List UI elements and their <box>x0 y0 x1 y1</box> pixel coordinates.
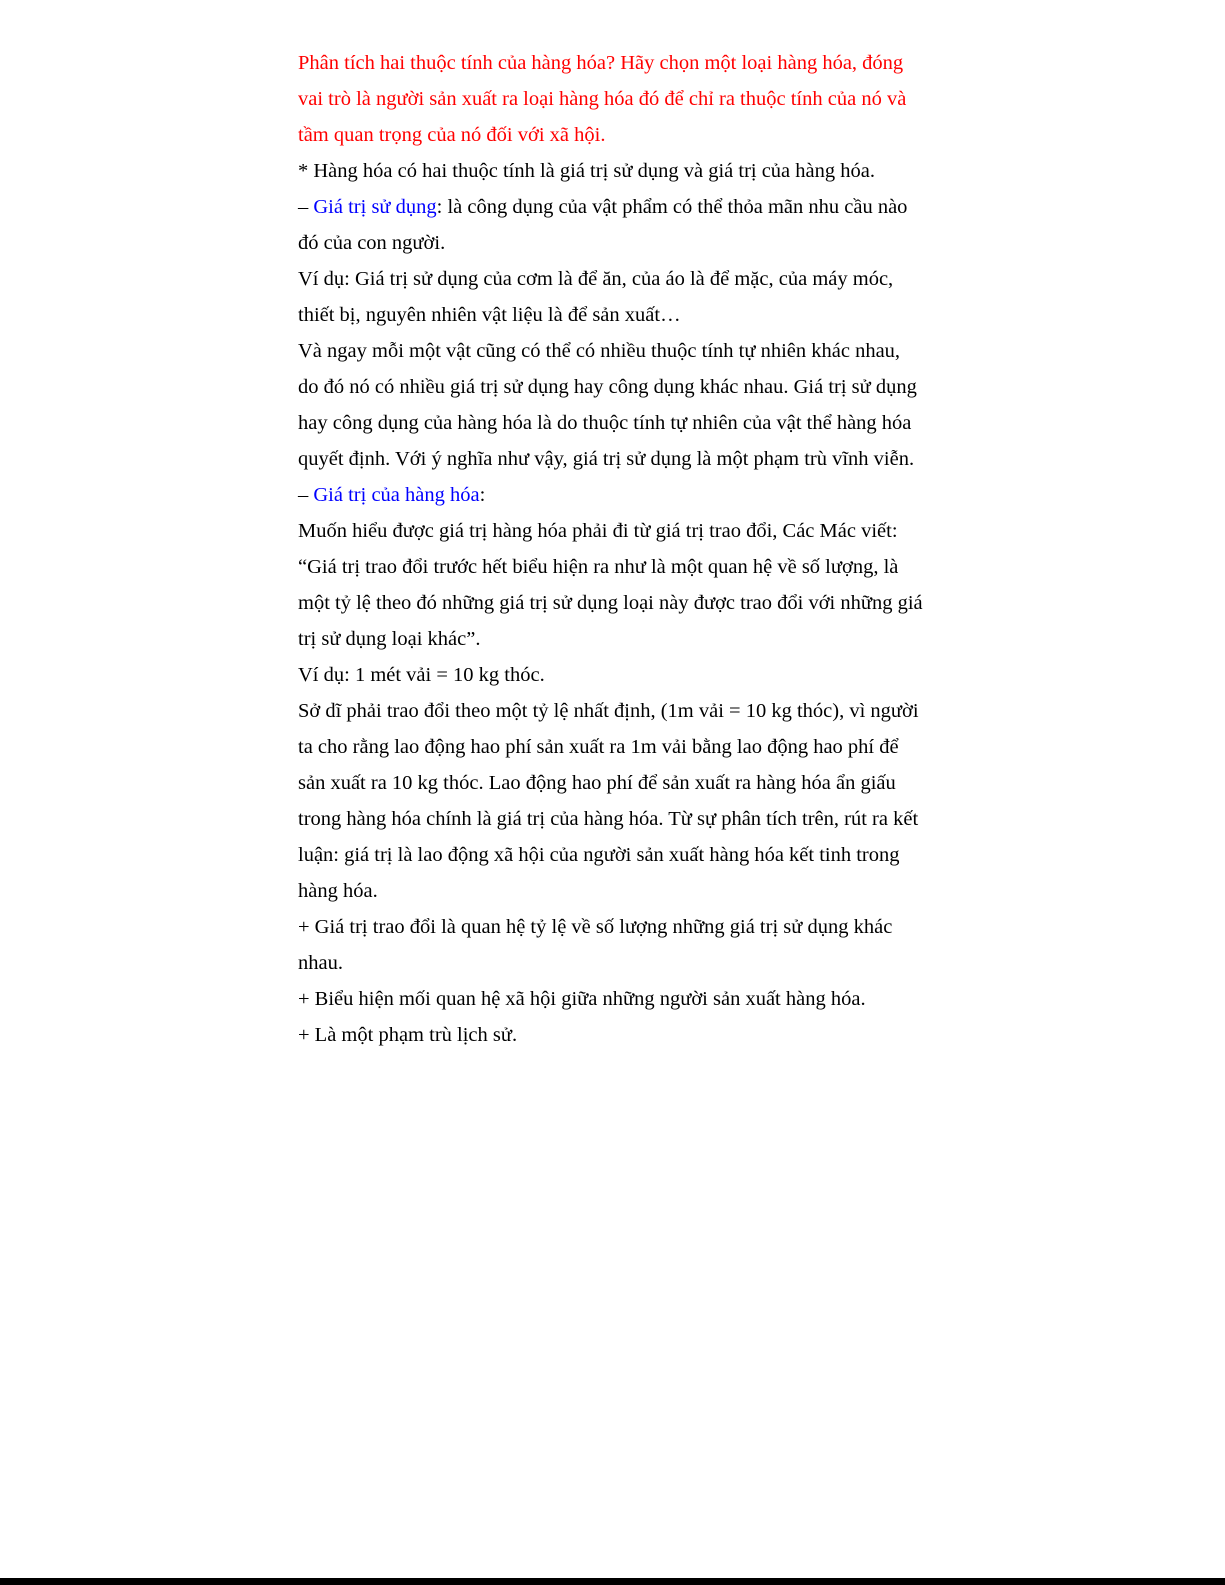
value-example: Ví dụ: 1 mét vải = 10 kg thóc. <box>298 664 545 686</box>
value-point-1: + Giá trị trao đổi là quan hệ tỷ lệ về số lượng những giá trị sử dụng khác nhau. <box>298 916 893 974</box>
use-value-definition: : là công dụng của vật phẩm có thể thỏa mãn nhu cầu nào đó của con người. <box>298 196 908 254</box>
use-value-term: Giá trị sử dụng <box>313 196 437 218</box>
question-heading: Phân tích hai thuộc tính của hàng hóa? Hãy chọn một loại hàng hóa, đóng vai trò là người sản xuất ra loại hàng hóa đó để chỉ ra thuộc tính của nó và tầm quan trọng của nó đối với xã hội. <box>298 52 907 146</box>
value-heading-paragraph <box>298 477 923 513</box>
value-term: Giá trị của hàng hóa <box>313 484 480 506</box>
value-point-2: + Biểu hiện mối quan hệ xã hội giữa những người sản xuất hàng hóa. <box>298 988 866 1010</box>
use-value-paragraph <box>298 189 923 261</box>
intro-paragraph: * Hàng hóa có hai thuộc tính là giá trị sử dụng và giá trị của hàng hóa. <box>298 160 875 182</box>
value-point-3: + Là một phạm trù lịch sử. <box>298 1024 518 1046</box>
page-bottom-border <box>0 1578 1225 1585</box>
document-body <box>298 45 923 1053</box>
value-dash: – <box>298 484 314 506</box>
use-value-example: Ví dụ: Giá trị sử dụng của cơm là để ăn, của áo là để mặc, của máy móc, thiết bị, nguyên nhiên vật liệu là để sản xuất… <box>298 268 894 326</box>
value-quote-paragraph: Muốn hiểu được giá trị hàng hóa phải đi từ giá trị trao đổi, Các Mác viết: “Giá trị trao đổi trước hết biểu hiện ra như là một quan hệ về số lượng, là một tỷ lệ theo đó những giá trị sử dụng loại này được trao đổi với những giá trị sử dụng loại khác”. <box>298 520 923 650</box>
use-value-dash: – <box>298 196 314 218</box>
value-colon: : <box>479 484 486 506</box>
use-value-explanation: Và ngay mỗi một vật cũng có thể có nhiều thuộc tính tự nhiên khác nhau, do đó nó có nhiều giá trị sử dụng hay công dụng khác nhau. Giá trị sử dụng hay công dụng của hàng hóa là do thuộc tính tự nhiên của vật thể hàng hóa quyết định. Với ý nghĩa như vậy, giá trị sử dụng là một phạm trù vĩnh viễn. <box>298 340 917 470</box>
value-explanation: Sở dĩ phải trao đổi theo một tỷ lệ nhất định, (1m vải = 10 kg thóc), vì người ta cho rằng lao động hao phí sản xuất ra 1m vải bằng lao động hao phí để sản xuất ra 10 kg thóc. Lao động hao phí để sản xuất ra hàng hóa ẩn giấu trong hàng hóa chính là giá trị của hàng hóa. Từ sự phân tích trên, rút ra kết luận: giá trị là lao động xã hội của người sản xuất hàng hóa kết tinh trong hàng hóa. <box>298 700 919 902</box>
